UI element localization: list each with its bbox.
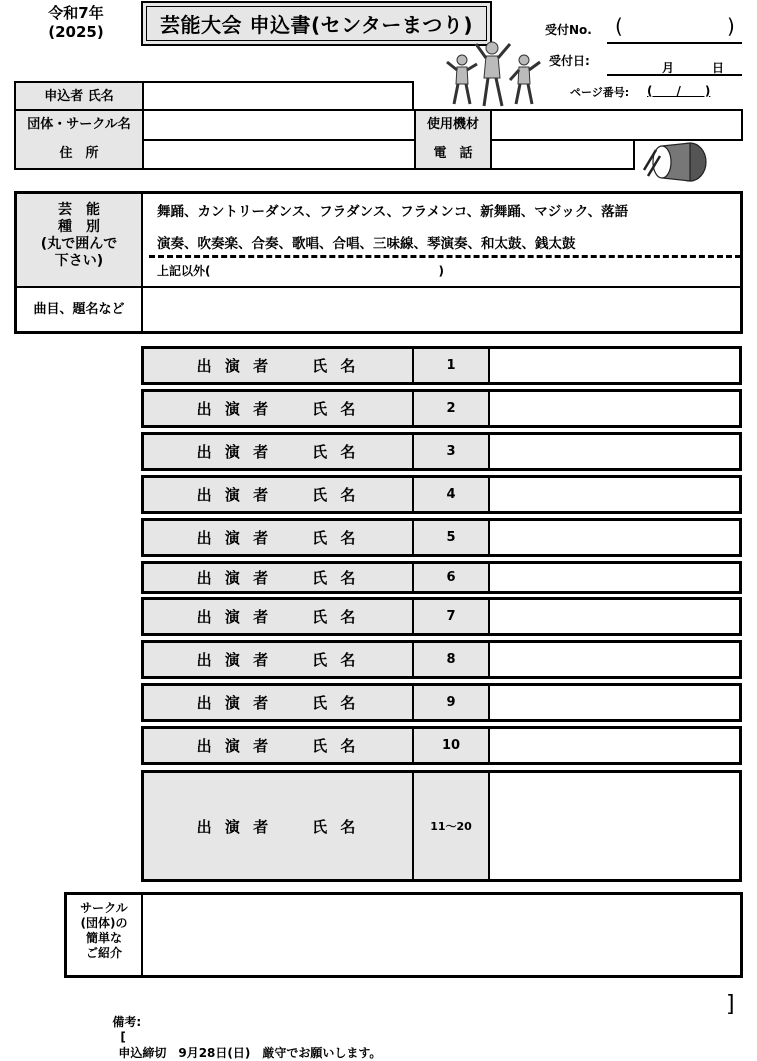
performer-label-b: 氏 名 (312, 400, 360, 418)
year-label (40, 4, 112, 42)
footer-note-text: 申込締切 9月28日(日) 厳守でお願いします。 (118, 1046, 382, 1060)
receipt-date-underline (607, 74, 742, 76)
footer-bracket-open: [ (120, 1030, 126, 1044)
performer-row (141, 389, 742, 428)
performer-name-label (144, 349, 414, 382)
performance-type-line2[interactable]: 演奏、吹奏楽、合奏、歌唱、合唱、三味線、琴演奏、和太鼓、銭太鼓 (157, 236, 576, 252)
performer-name-field[interactable] (490, 478, 739, 511)
performer-name-label (144, 686, 414, 719)
performer-name-field[interactable] (490, 729, 739, 762)
performer-name-label (144, 435, 414, 468)
receipt-date (549, 50, 742, 76)
receipt-number (545, 14, 742, 44)
performer-number: 11～20 (414, 773, 490, 879)
applicant-name-label: 申込者 氏名 (16, 83, 144, 111)
taiko-drum-icon (640, 140, 712, 186)
performer-name-label (144, 392, 414, 425)
performer-name-field[interactable] (490, 773, 739, 879)
year-line2: (2025) (48, 23, 104, 41)
performer-label-b: 氏 名 (312, 486, 360, 504)
performer-label-a: 出 演 者 (196, 694, 273, 712)
performer-label-b: 氏 名 (312, 694, 360, 712)
performer-number: 10 (414, 729, 490, 762)
circle-intro-section (64, 892, 743, 978)
performer-name-label (144, 729, 414, 762)
performer-row (141, 346, 742, 385)
performer-name-label (144, 478, 414, 511)
phone-label: 電 話 (416, 139, 492, 168)
performer-name-field[interactable] (490, 600, 739, 633)
performer-label-a: 出 演 者 (196, 443, 273, 461)
performer-name-field[interactable] (490, 435, 739, 468)
performer-row (141, 683, 742, 722)
performer-label-b: 氏 名 (312, 608, 360, 626)
performer-label-a: 出 演 者 (196, 569, 273, 587)
performer-number: 6 (414, 564, 490, 591)
song-title-field[interactable] (145, 288, 740, 331)
performer-number: 1 (414, 349, 490, 382)
footer-note (104, 999, 381, 1061)
receipt-date-label: 受付日: (549, 54, 590, 68)
performer-label-a: 出 演 者 (196, 737, 273, 755)
receipt-number-close: ) (727, 14, 735, 38)
equipment-field[interactable] (492, 111, 741, 139)
performer-name-label (144, 521, 414, 554)
performer-label-a: 出 演 者 (196, 529, 273, 547)
performer-number: 5 (414, 521, 490, 554)
page-number-value: ( / ) (647, 84, 711, 98)
performance-type-other[interactable]: 上記以外( ) (157, 264, 444, 278)
performer-row (141, 432, 742, 471)
performer-label-a: 出 演 者 (196, 400, 273, 418)
performer-number: 7 (414, 600, 490, 633)
performer-label-a: 出 演 者 (196, 608, 273, 626)
address-row (14, 139, 635, 170)
equipment-label: 使用機材 (416, 111, 492, 139)
footer-bracket-close: ] (726, 992, 735, 1017)
performer-number: 8 (414, 643, 490, 676)
performer-name-field[interactable] (490, 349, 739, 382)
year-line1: 令和7年 (48, 4, 104, 22)
performer-label-a: 出 演 者 (196, 486, 273, 504)
group-name-label: 団体・サークル名 (16, 111, 144, 139)
performer-name-field[interactable] (490, 643, 739, 676)
performer-label-b: 氏 名 (312, 817, 360, 836)
performer-name-label (144, 643, 414, 676)
address-field[interactable] (144, 139, 416, 168)
address-label: 住 所 (16, 139, 144, 168)
circle-intro-field[interactable] (143, 895, 740, 975)
performer-row (141, 518, 742, 557)
performer-number: 9 (414, 686, 490, 719)
footer-note-label: 備考: (112, 1015, 142, 1029)
performer-name-label (144, 773, 414, 879)
applicant-name-row (14, 81, 414, 111)
performer-name-field[interactable] (490, 521, 739, 554)
performer-row (141, 475, 742, 514)
dancers-illustration-icon (444, 40, 544, 110)
song-title-label: 曲目、題名など (17, 288, 143, 331)
receipt-number-open: ( (615, 14, 623, 38)
performer-number: 2 (414, 392, 490, 425)
performance-type-line1[interactable]: 舞踊、カントリーダンス、フラダンス、フラメンコ、新舞踊、マジック、落語 (157, 204, 629, 220)
performer-name-label (144, 564, 414, 591)
performer-label-b: 氏 名 (312, 651, 360, 669)
day-label: 日 (712, 61, 725, 75)
performer-label-b: 氏 名 (312, 357, 360, 375)
performer-row (141, 640, 742, 679)
receipt-number-label: 受付No. (545, 23, 592, 37)
performer-label-b: 氏 名 (312, 443, 360, 461)
performance-section (14, 191, 743, 334)
month-label: 月 (662, 61, 675, 75)
performance-type-divider (149, 255, 741, 258)
form-title: 芸能大会 申込書(センターまつり) (141, 1, 492, 46)
performer-name-label (144, 600, 414, 633)
page-number-label: ページ番号: (570, 86, 630, 99)
performer-label-a: 出 演 者 (196, 817, 273, 836)
group-name-field[interactable] (144, 111, 416, 139)
performer-name-field[interactable] (490, 564, 739, 591)
phone-field[interactable] (492, 139, 633, 168)
performer-number: 4 (414, 478, 490, 511)
performer-name-field[interactable] (490, 392, 739, 425)
performer-label-b: 氏 名 (312, 737, 360, 755)
page-number (570, 82, 742, 102)
performance-type-label: 芸 能 種 別 (丸で囲んで 下さい) (17, 194, 143, 288)
applicant-name-field[interactable] (144, 83, 412, 111)
performer-row (141, 770, 742, 882)
performer-row (141, 726, 742, 765)
performer-number: 3 (414, 435, 490, 468)
performer-label-b: 氏 名 (312, 529, 360, 547)
performer-label-b: 氏 名 (312, 569, 360, 587)
circle-intro-label: サークル (団体)の 簡単な ご紹介 (67, 895, 143, 975)
performer-row (141, 561, 742, 594)
performer-row (141, 597, 742, 636)
receipt-number-underline (607, 42, 742, 44)
performer-label-a: 出 演 者 (196, 651, 273, 669)
performer-name-field[interactable] (490, 686, 739, 719)
group-row (14, 109, 743, 141)
performer-label-a: 出 演 者 (196, 357, 273, 375)
